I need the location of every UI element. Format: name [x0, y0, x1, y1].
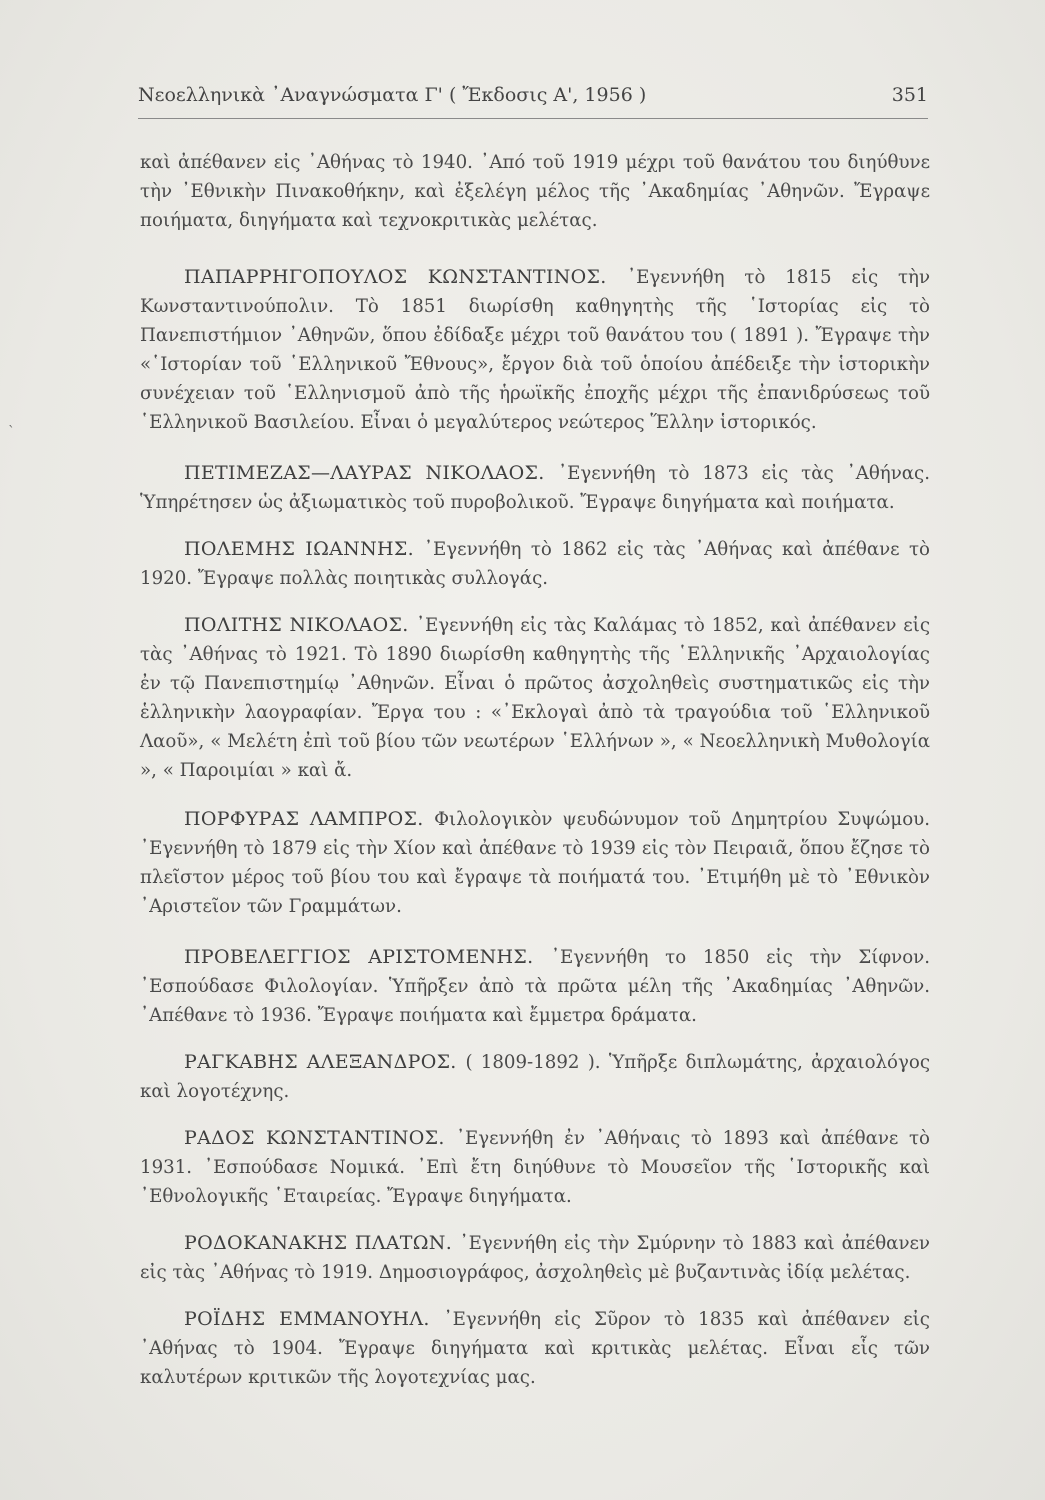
- entry-name: ΠΑΠΑΡΡΗΓΟΠΟΥΛΟΣ ΚΩΝΣΤΑΝΤΙΝΟΣ.: [184, 266, 628, 288]
- entry-name: ΡΟΪΔΗΣ ΕΜΜΑΝΟΥΗΛ.: [184, 1308, 444, 1330]
- biography-entry: [140, 611, 930, 785]
- entry-name: ΠΟΛΙΤΗΣ ΝΙΚΟΛΑΟΣ.: [184, 614, 416, 636]
- entry-text: ᾿Εγεννήθη τὸ 1873 εἰς τὰς ᾿Αθήνας. Ὑπηρέτησεν ὡς ἀξιωματικὸς τοῦ πυροβολικοῦ. Ἔγραψε διηγήματα καὶ ποιήματα.: [140, 463, 930, 513]
- page-body: [140, 148, 930, 1412]
- entry-name: ΠΡΟΒΕΛΕΓΓΙΟΣ ΑΡΙΣΤΟΜΕΝΗΣ.: [184, 946, 551, 968]
- entry-name: ΠΟΡΦΥΡΑΣ ΛΑΜΠΡΟΣ.: [184, 808, 435, 830]
- entry-name: ΡΟΔΟΚΑΝΑΚΗΣ ΠΛΑΤΩΝ.: [184, 1232, 460, 1254]
- entry-text: ( 1809-1892 ). Ὑπῆρξε διπλωμάτης, ἀρχαιολόγος καὶ λογοτέχνης.: [140, 1052, 930, 1102]
- biography-entry: [140, 459, 930, 517]
- running-header: [138, 84, 928, 106]
- entry-text: ᾿Εγεννήθη εἰς τὴν Σμύρνην τὸ 1883 καὶ ἀπέθανεν εἰς τὰς ᾿Αθήνας τὸ 1919. Δημοσιογράφος, ἀσχοληθεὶς μὲ βυζαντινὰς ἰδίᾳ μελέτας.: [140, 1233, 930, 1283]
- biography-entry: [140, 1305, 930, 1392]
- header-rule: [138, 118, 928, 119]
- biography-entry: [140, 943, 930, 1030]
- entry-text: Φιλολογικὸν ψευδώνυμον τοῦ Δημητρίου Συψώμου. ᾿Εγεννήθη τὸ 1879 εἰς τὴν Χίον καὶ ἀπέθανε τὸ 1939 εἰς τὸν Πειραιᾶ, ὅπου ἔζησε τὸ πλεῖστον μέρος τοῦ βίου του καὶ ἔγραψε τὰ ποιήματά του. ᾿Ετιμήθη μὲ τὸ ᾿Εθνικὸν ᾿Αριστεῖον τῶν Γραμμάτων.: [140, 809, 930, 917]
- biography-entry: [140, 1124, 930, 1211]
- biography-entry: [140, 1048, 930, 1106]
- entry-name: ΠΕΤΙΜΕΖΑΣ—ΛΑΥΡΑΣ ΝΙΚΟΛΑΟΣ.: [184, 462, 559, 484]
- margin-mark: `: [8, 424, 15, 440]
- entry-text: ᾿Εγεννήθη ἐν ᾿Αθήναις τὸ 1893 καὶ ἀπέθανε τὸ 1931. ᾿Εσπούδασε Νομικά. ᾿Επὶ ἔτη διηύθυνε τὸ Μουσεῖον τῆς ῾Ιστορικῆς καὶ ᾿Εθνολογικῆς ῾Εταιρείας. Ἔγραψε διηγήματα.: [140, 1128, 930, 1207]
- biography-entry: [140, 805, 930, 921]
- biography-entry: [140, 263, 930, 437]
- entry-name: ΠΟΛΕΜΗΣ ΙΩΑΝΝΗΣ.: [184, 538, 424, 560]
- biography-entry: [140, 1229, 930, 1287]
- entry-name: ΡΑΓΚΑΒΗΣ ΑΛΕΞΑΝΔΡΟΣ.: [184, 1051, 466, 1073]
- running-title: Νεοελληνικὰ ᾿Αναγνώσματα Γ' ( Ἔκδοσις Α', 1956 ): [138, 84, 647, 106]
- page-number: 351: [891, 84, 928, 106]
- entry-name: ΡΑΔΟΣ ΚΩΝΣΤΑΝΤΙΝΟΣ.: [184, 1127, 456, 1149]
- biography-entry: [140, 535, 930, 593]
- continued-paragraph: καὶ ἀπέθανεν εἰς ᾿Αθήνας τὸ 1940. ᾿Από τοῦ 1919 μέχρι τοῦ θανάτου του διηύθυνε τὴν ᾿Εθνικὴν Πινακοθήκην, καὶ ἐξελέγη μέλος τῆς ᾿Ακαδημίας ᾿Αθηνῶν. Ἔγραψε ποιήματα, διηγήματα καὶ τεχνοκριτικὰς μελέτας.: [140, 152, 930, 231]
- entry-text: ᾿Εγεννήθη τὸ 1815 εἰς τὴν Κωνσταντινούπολιν. Τὸ 1851 διωρίσθη καθηγητὴς τῆς ῾Ιστορίας εἰς τὸ Πανεπιστήμιον ᾿Αθηνῶν, ὅπου ἐδίδαξε μέχρι τοῦ θανάτου του ( 1891 ). Ἔγραψε τὴν «῾Ιστορίαν τοῦ ῾Ελληνικοῦ Ἔθνους», ἔργον διὰ τοῦ ὁποίου ἀπέδειξε τὴν ἱστορικὴν συνέχειαν τοῦ ῾Ελληνισμοῦ ἀπὸ τῆς ἡρωϊκῆς ἐποχῆς μέχρι τῆς ἐπανιδρύσεως τοῦ ῾Ελληνικοῦ Βασιλείου. Εἶναι ὁ μεγαλύτερος νεώτερος Ἕλλην ἱστορικός.: [140, 267, 931, 433]
- entry-text: ᾿Εγεννήθη το 1850 εἰς τὴν Σίφνον. ᾿Εσπούδασε Φιλολογίαν. Ὑπῆρξεν ἀπὸ τὰ πρῶτα μέλη τῆς ᾿Ακαδημίας ᾿Αθηνῶν. ᾿Απέθανε τὸ 1936. Ἔγραψε ποιήματα καὶ ἔμμετρα δράματα.: [140, 947, 930, 1026]
- entry-text: ᾿Εγεννήθη εἰς Σῦρον τὸ 1835 καὶ ἀπέθανεν εἰς ᾿Αθήνας τὸ 1904. Ἔγραψε διηγήματα καὶ κριτικὰς μελέτας. Εἶναι εἷς τῶν καλυτέρων κριτικῶν τῆς λογοτεχνίας μας.: [140, 1309, 930, 1388]
- entry-text: ᾿Εγεννήθη εἰς τὰς Καλάμας τὸ 1852, καὶ ἀπέθανεν εἰς τὰς ᾿Αθήνας τὸ 1921. Τὸ 1890 διωρίσθη καθηγητὴς τῆς ῾Ελληνικῆς ᾿Αρχαιολογίας ἐν τῷ Πανεπιστημίῳ ᾿Αθηνῶν. Εἶναι ὁ πρῶτος ἀσχοληθεὶς συστηματικῶς εἰς τὴν ἑλληνικὴν λαογραφίαν. Ἔργα του : «᾿Εκλογαὶ ἀπὸ τὰ τραγούδια τοῦ ῾Ελληνικοῦ Λαοῦ», « Μελέτη ἐπὶ τοῦ βίου τῶν νεωτέρων ῾Ελλήνων », « Νεοελληνικὴ Μυθολογία », « Παροιμίαι » καὶ ἄ.: [140, 615, 931, 781]
- entry-text: ᾿Εγεννήθη τὸ 1862 εἰς τὰς ᾿Αθήνας καὶ ἀπέθανε τὸ 1920. Ἔγραψε πολλὰς ποιητικὰς συλλογάς.: [140, 539, 930, 589]
